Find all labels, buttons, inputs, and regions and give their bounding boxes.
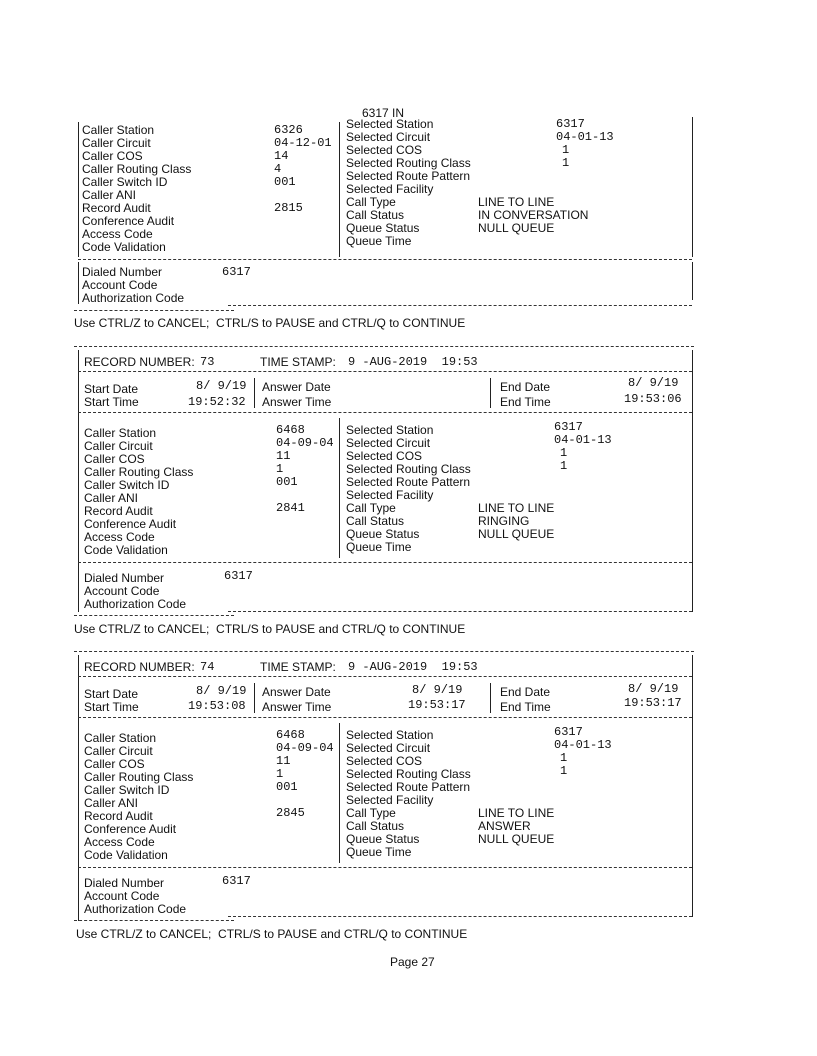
field-label: Record Audit xyxy=(84,504,153,518)
field-value: 6317 xyxy=(554,725,583,739)
field-value: 04-09-04 xyxy=(276,436,334,450)
field-label: Answer Time xyxy=(262,700,332,714)
start-date: 8/ 9/19 xyxy=(196,379,247,393)
field-label: Selected COS xyxy=(346,143,423,157)
field-label: Caller ANI xyxy=(82,188,137,202)
field-value: 11 xyxy=(276,754,291,768)
record-number: 74 xyxy=(200,660,215,674)
field-value: 04-01-13 xyxy=(554,738,612,752)
field-value: 11 xyxy=(276,449,291,463)
field-label: Call Type xyxy=(346,195,396,209)
field-label: Caller Circuit xyxy=(84,744,153,758)
field-value: 1 xyxy=(562,156,570,170)
field-label: Selected Circuit xyxy=(346,436,431,450)
field-label: Caller ANI xyxy=(84,796,139,810)
field-value: 04-01-13 xyxy=(556,130,614,144)
field-label: Caller Circuit xyxy=(84,439,153,453)
field-label: Caller Switch ID xyxy=(84,783,170,797)
field-label: Call Status xyxy=(346,514,405,528)
field-label: Selected Facility xyxy=(346,182,434,196)
start-time: 19:53:08 xyxy=(188,699,246,713)
field-label: Dialed Number xyxy=(84,876,165,890)
field-label: Queue Status xyxy=(346,221,420,235)
dialed-number-value: 6317 xyxy=(222,265,251,279)
field-label: Queue Time xyxy=(346,540,412,554)
field-label: Call Type xyxy=(346,806,396,820)
field-label: Caller COS xyxy=(84,452,145,466)
field-value: 1 xyxy=(562,143,570,157)
field-label: Selected Station xyxy=(346,423,434,437)
field-value: 6326 xyxy=(274,123,303,137)
field-label: Dialed Number xyxy=(84,571,165,585)
call-direction-header: 6317 IN xyxy=(362,106,405,120)
answer-time: 19:53:17 xyxy=(408,698,466,712)
field-value: 001 xyxy=(276,475,298,489)
field-label: Selected Routing Class xyxy=(346,767,471,781)
field-label: Selected Station xyxy=(346,117,434,131)
field-label: Authorization Code xyxy=(84,597,187,611)
field-label: Code Validation xyxy=(82,240,166,254)
field-label: Selected Facility xyxy=(346,488,434,502)
field-label: Call Status xyxy=(346,819,405,833)
field-label: Call Type xyxy=(346,501,396,515)
field-label: Authorization Code xyxy=(82,291,185,305)
control-prompt: Use CTRL/Z to CANCEL; CTRL/S to PAUSE and CTRL/Q to CONTINUE xyxy=(74,622,466,636)
field-label: Caller ANI xyxy=(84,491,139,505)
field-value: 2815 xyxy=(274,201,303,215)
field-label: Caller Routing Class xyxy=(82,162,192,176)
field-label: Access Code xyxy=(84,530,155,544)
field-value: RINGING xyxy=(478,514,530,528)
end-date: 8/ 9/19 xyxy=(628,682,679,696)
field-value: 2841 xyxy=(276,501,305,515)
dialed-number-value: 6317 xyxy=(224,569,253,583)
answer-date: 8/ 9/19 xyxy=(412,683,463,697)
field-label: Conference Audit xyxy=(84,517,177,531)
field-label: Conference Audit xyxy=(82,214,175,228)
field-label: Record Audit xyxy=(84,809,153,823)
control-prompt: Use CTRL/Z to CANCEL; CTRL/S to PAUSE and CTRL/Q to CONTINUE xyxy=(74,316,466,330)
field-value: 2845 xyxy=(276,806,305,820)
dialed-number-value: 6317 xyxy=(222,874,251,888)
field-label: Access Code xyxy=(84,835,155,849)
field-label: Selected Routing Class xyxy=(346,462,471,476)
field-label: Account Code xyxy=(82,278,158,292)
field-label: Dialed Number xyxy=(82,265,163,279)
field-label: Selected Routing Class xyxy=(346,156,471,170)
field-label: Selected COS xyxy=(346,754,423,768)
field-label: Answer Date xyxy=(262,380,331,394)
field-label: End Date xyxy=(500,380,551,394)
timestamp: 9 -AUG-2019 19:53 xyxy=(348,660,478,674)
field-value: 1 xyxy=(560,764,568,778)
field-label: Code Validation xyxy=(84,543,168,557)
field-value: 001 xyxy=(274,175,296,189)
field-value: 4 xyxy=(274,162,282,176)
field-value: LINE TO LINE xyxy=(478,501,555,515)
field-label: Queue Status xyxy=(346,832,420,846)
field-value: LINE TO LINE xyxy=(478,806,555,820)
field-label: Record Audit xyxy=(82,201,151,215)
end-date: 8/ 9/19 xyxy=(628,376,679,390)
timestamp: 9 -AUG-2019 19:53 xyxy=(348,355,478,369)
field-label: Selected Station xyxy=(346,728,434,742)
field-label: Start Time xyxy=(84,395,139,409)
start-date: 8/ 9/19 xyxy=(196,684,247,698)
field-value: 04-01-13 xyxy=(554,433,612,447)
field-value: 1 xyxy=(560,751,568,765)
field-label: Account Code xyxy=(84,584,160,598)
field-label: Caller Circuit xyxy=(82,136,151,150)
field-label: Start Time xyxy=(84,700,139,714)
field-label: Caller Routing Class xyxy=(84,465,194,479)
field-value: 001 xyxy=(276,780,298,794)
field-label: Selected Route Pattern xyxy=(346,475,471,489)
field-label: Call Status xyxy=(346,208,405,222)
field-label: Selected Route Pattern xyxy=(346,169,471,183)
field-value: 04-12-01 xyxy=(274,136,332,150)
field-label: Answer Date xyxy=(262,685,331,699)
start-time: 19:52:32 xyxy=(188,395,246,409)
field-label: End Time xyxy=(500,700,551,714)
field-label: Queue Time xyxy=(346,845,412,859)
end-time: 19:53:17 xyxy=(624,696,682,710)
field-label: End Date xyxy=(500,685,551,699)
field-label: Caller Station xyxy=(84,731,157,745)
field-label: Caller Routing Class xyxy=(84,770,194,784)
field-label: Selected COS xyxy=(346,449,423,463)
field-value: 1 xyxy=(276,767,284,781)
field-value: NULL QUEUE xyxy=(478,832,555,846)
field-label: Caller Station xyxy=(84,426,157,440)
field-label: Selected Circuit xyxy=(346,130,431,144)
page-number: Page 27 xyxy=(390,955,435,969)
field-value: ANSWER xyxy=(478,819,531,833)
timestamp-label: TIME STAMP: xyxy=(260,355,336,369)
field-value: LINE TO LINE xyxy=(478,195,555,209)
field-label: Queue Time xyxy=(346,234,412,248)
field-value: 1 xyxy=(560,459,568,473)
field-label: Authorization Code xyxy=(84,902,187,916)
field-label: Caller Station xyxy=(82,123,155,137)
control-prompt: Use CTRL/Z to CANCEL; CTRL/S to PAUSE and CTRL/Q to CONTINUE xyxy=(76,927,468,941)
field-label: Caller Switch ID xyxy=(84,478,170,492)
field-value: 04-09-04 xyxy=(276,741,334,755)
timestamp-label: TIME STAMP: xyxy=(260,660,336,674)
field-value: 6317 xyxy=(556,117,585,131)
field-label: Start Date xyxy=(84,382,139,396)
field-value: 1 xyxy=(560,446,568,460)
field-label: Queue Status xyxy=(346,527,420,541)
field-label: Selected Facility xyxy=(346,793,434,807)
record-number: 73 xyxy=(200,355,215,369)
field-label: Conference Audit xyxy=(84,822,177,836)
field-value: 14 xyxy=(274,149,289,163)
field-value: NULL QUEUE xyxy=(478,527,555,541)
field-value: 1 xyxy=(276,462,284,476)
field-value: NULL QUEUE xyxy=(478,221,555,235)
field-label: Answer Time xyxy=(262,395,332,409)
field-value: 6317 xyxy=(554,420,583,434)
record-number-label: RECORD NUMBER: xyxy=(84,660,195,674)
field-label: Caller Switch ID xyxy=(82,175,168,189)
field-label: Caller COS xyxy=(84,757,145,771)
end-time: 19:53:06 xyxy=(624,392,682,406)
field-label: Start Date xyxy=(84,687,139,701)
field-label: Access Code xyxy=(82,227,153,241)
field-value: 6468 xyxy=(276,423,305,437)
field-label: End Time xyxy=(500,395,551,409)
record-number-label: RECORD NUMBER: xyxy=(84,355,195,369)
field-label: Selected Route Pattern xyxy=(346,780,471,794)
field-label: Caller COS xyxy=(82,149,143,163)
field-label: Selected Circuit xyxy=(346,741,431,755)
field-value: IN CONVERSATION xyxy=(478,208,589,222)
field-label: Account Code xyxy=(84,889,160,903)
field-label: Code Validation xyxy=(84,848,168,862)
field-value: 6468 xyxy=(276,728,305,742)
